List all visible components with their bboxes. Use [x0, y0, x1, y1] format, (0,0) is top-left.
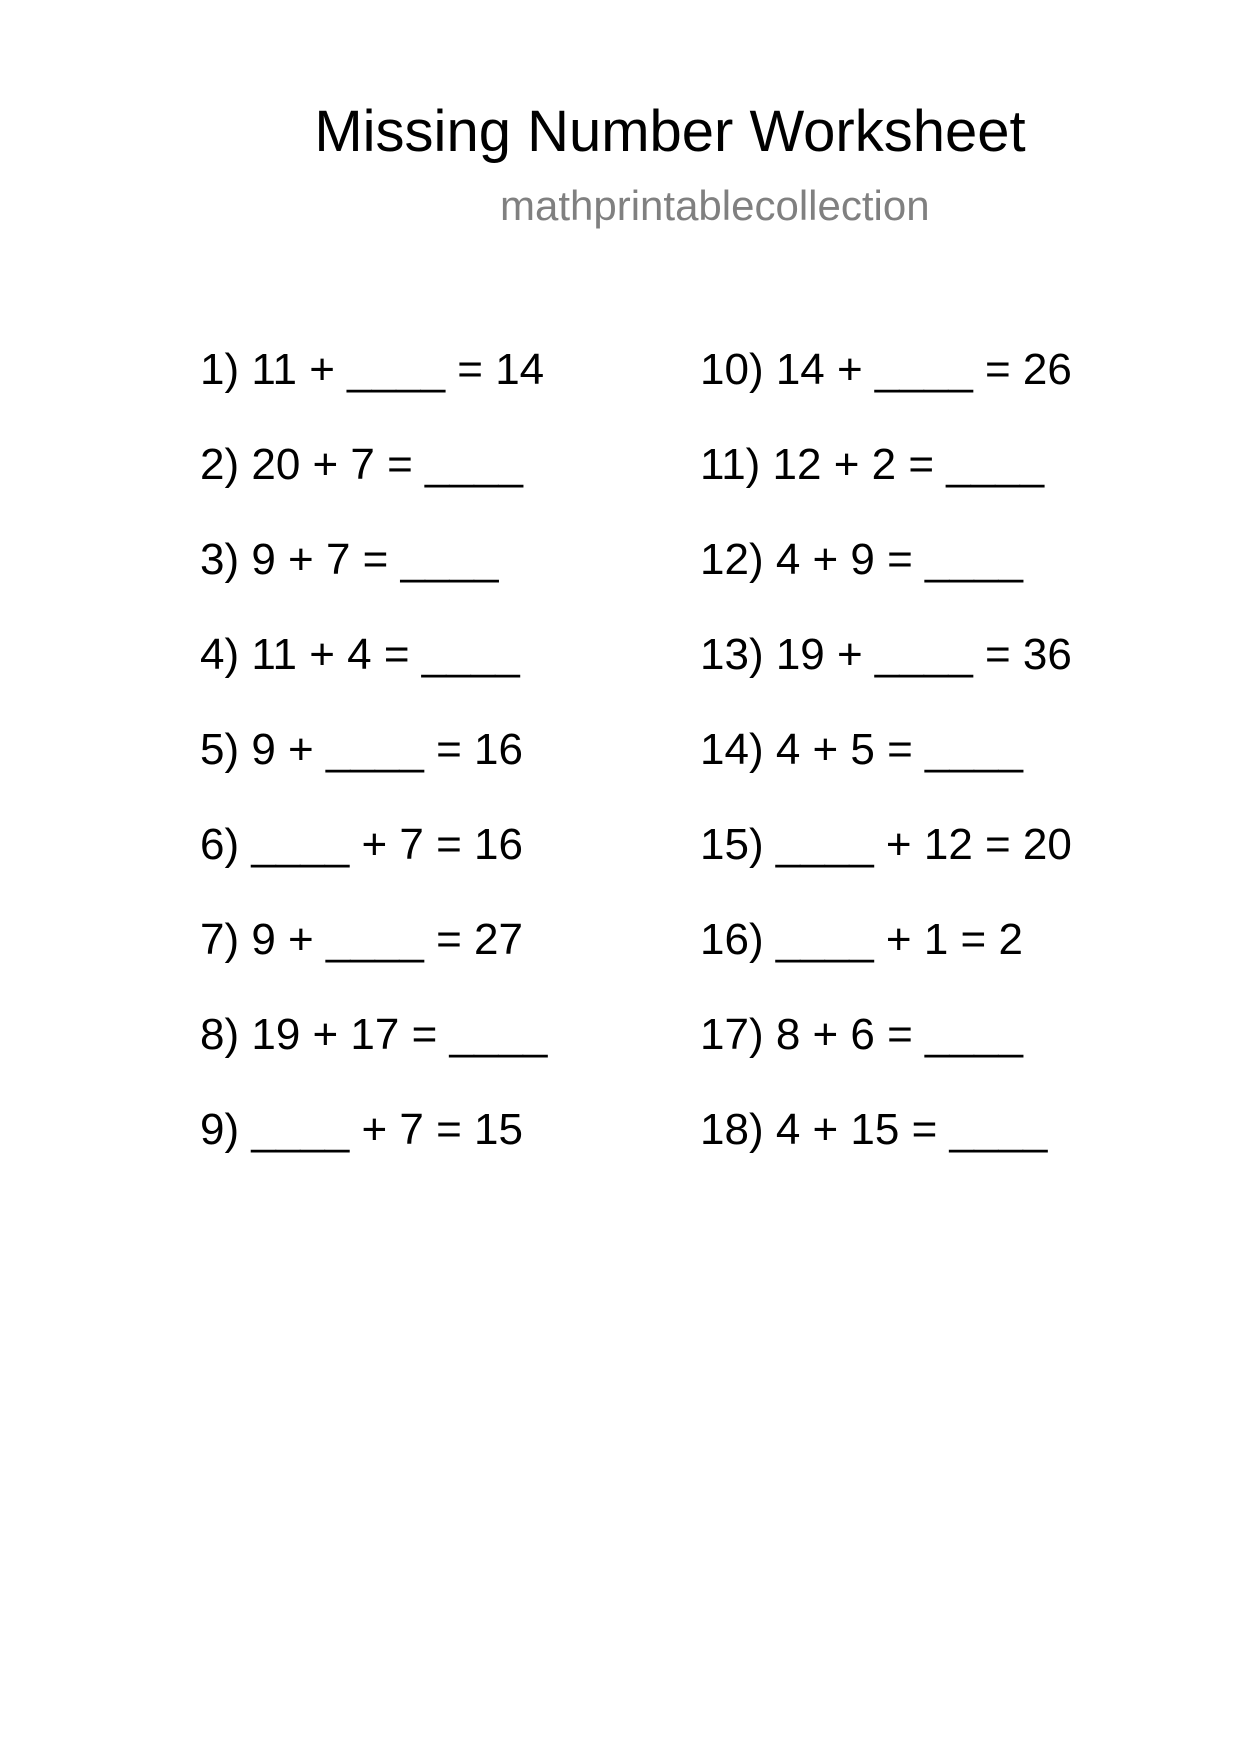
problems-right-column	[700, 344, 1072, 1199]
problem-16: 16) ____ + 1 = 2	[700, 915, 1023, 964]
worksheet-title: Missing Number Worksheet	[314, 99, 1026, 164]
problem-4: 4) 11 + 4 = ____	[200, 630, 520, 679]
problem-3: 3) 9 + 7 = ____	[200, 535, 499, 584]
problem-15: 15) ____ + 12 = 20	[700, 820, 1072, 869]
problem-1: 1) 11 + ____ = 14	[200, 345, 545, 394]
problem-17: 17) 8 + 6 = ____	[700, 1010, 1023, 1059]
problem-13: 13) 19 + ____ = 36	[700, 630, 1072, 679]
problem-5: 5) 9 + ____ = 16	[200, 725, 523, 774]
problem-11: 11) 12 + 2 = ____	[700, 440, 1045, 489]
problem-6: 6) ____ + 7 = 16	[200, 820, 523, 869]
problem-8: 8) 19 + 17 = ____	[200, 1010, 548, 1059]
worksheet-subtitle: mathprintablecollection	[500, 182, 930, 229]
problem-10: 10) 14 + ____ = 26	[700, 345, 1072, 394]
problem-2: 2) 20 + 7 = ____	[200, 440, 523, 489]
problem-18: 18) 4 + 15 = ____	[700, 1105, 1048, 1154]
problem-14: 14) 4 + 5 = ____	[700, 725, 1023, 774]
problem-7: 7) 9 + ____ = 27	[200, 915, 523, 964]
problem-12: 12) 4 + 9 = ____	[700, 535, 1023, 584]
problem-9: 9) ____ + 7 = 15	[200, 1105, 523, 1154]
problems-left-column	[200, 344, 547, 1199]
